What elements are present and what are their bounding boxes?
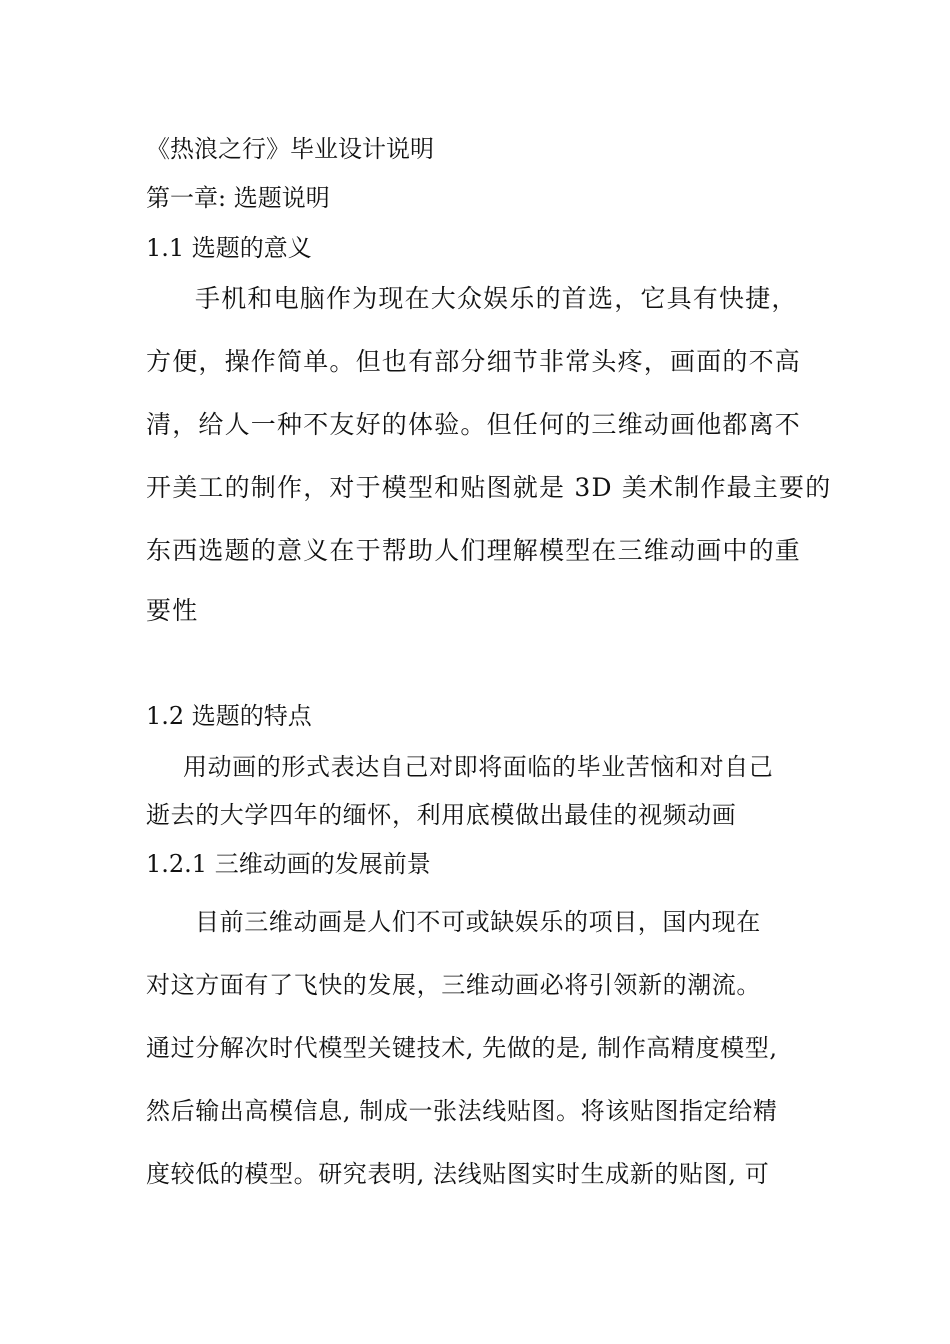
paragraph-line: 清，给人一种不友好的体验。但任何的三维动画他都离不 xyxy=(146,410,802,439)
paragraph-line: 然后输出高模信息, 制成一张法线贴图。将该贴图指定给精 xyxy=(146,1097,778,1125)
paragraph-line: 逝去的大学四年的缅怀，利用底模做出最佳的视频动画 xyxy=(146,801,737,829)
paragraph-line: 开美工的制作，对于模型和贴图就是 3D 美术制作最主要的 xyxy=(146,473,832,502)
paragraph-line: 度较低的模型。研究表明, 法线贴图实时生成新的贴图, 可 xyxy=(146,1160,770,1188)
paragraph-line: 手机和电脑作为现在大众娱乐的首选，它具有快捷， xyxy=(195,284,798,313)
paragraph-line: 目前三维动画是人们不可或缺娱乐的项目，国内现在 xyxy=(195,908,761,936)
section-heading-1-1: 1.1 选题的意义 xyxy=(146,234,312,262)
document-title: 《热浪之行》毕业设计说明 xyxy=(146,135,434,163)
paragraph-line: 通过分解次时代模型关键技术, 先做的是, 制作高精度模型, xyxy=(146,1034,778,1062)
chapter-heading: 第一章: 选题说明 xyxy=(146,184,330,212)
paragraph-line: 要性 xyxy=(146,596,199,625)
section-heading-1-2: 1.2 选题的特点 xyxy=(146,702,312,730)
paragraph-line: 东西选题的意义在于帮助人们理解模型在三维动画中的重 xyxy=(146,536,802,565)
section-heading-1-2-1: 1.2.1 三维动画的发展前景 xyxy=(146,850,431,878)
paragraph-line: 用动画的形式表达自己对即将面临的毕业苦恼和对自己 xyxy=(183,753,774,781)
paragraph-line: 对这方面有了飞快的发展，三维动画必将引领新的潮流。 xyxy=(146,971,761,999)
paragraph-line: 方便，操作简单。但也有部分细节非常头疼，画面的不高 xyxy=(146,347,802,376)
